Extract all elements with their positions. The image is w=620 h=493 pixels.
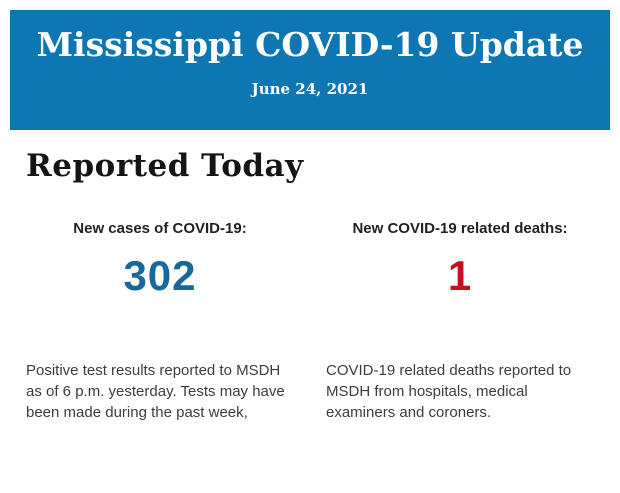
main-content <box>10 130 610 423</box>
new-deaths-label: New COVID-19 related deaths: <box>352 220 568 237</box>
report-date: June 24, 2021 <box>251 80 369 98</box>
stats-row <box>10 220 610 300</box>
new-deaths-description: COVID-19 related deaths reported to MSDH from hospitals, medical examiners and coroners. <box>326 362 572 421</box>
page-title: Mississippi COVID-19 Update <box>36 25 584 64</box>
new-deaths-value: 1 <box>447 252 473 299</box>
section-heading: Reported Today <box>26 148 304 184</box>
stat-column-new-cases <box>10 220 310 300</box>
new-cases-description: Positive test results reported to MSDH as of 6 p.m. yesterday. Tests may have been made during the past week, <box>26 362 285 421</box>
stat-column-new-deaths <box>310 220 610 300</box>
new-cases-label: New cases of COVID-19: <box>73 220 247 237</box>
new-cases-value: 302 <box>123 252 197 299</box>
header-banner <box>10 10 610 130</box>
covid-update-page <box>0 10 620 493</box>
descriptions-row <box>10 360 610 423</box>
